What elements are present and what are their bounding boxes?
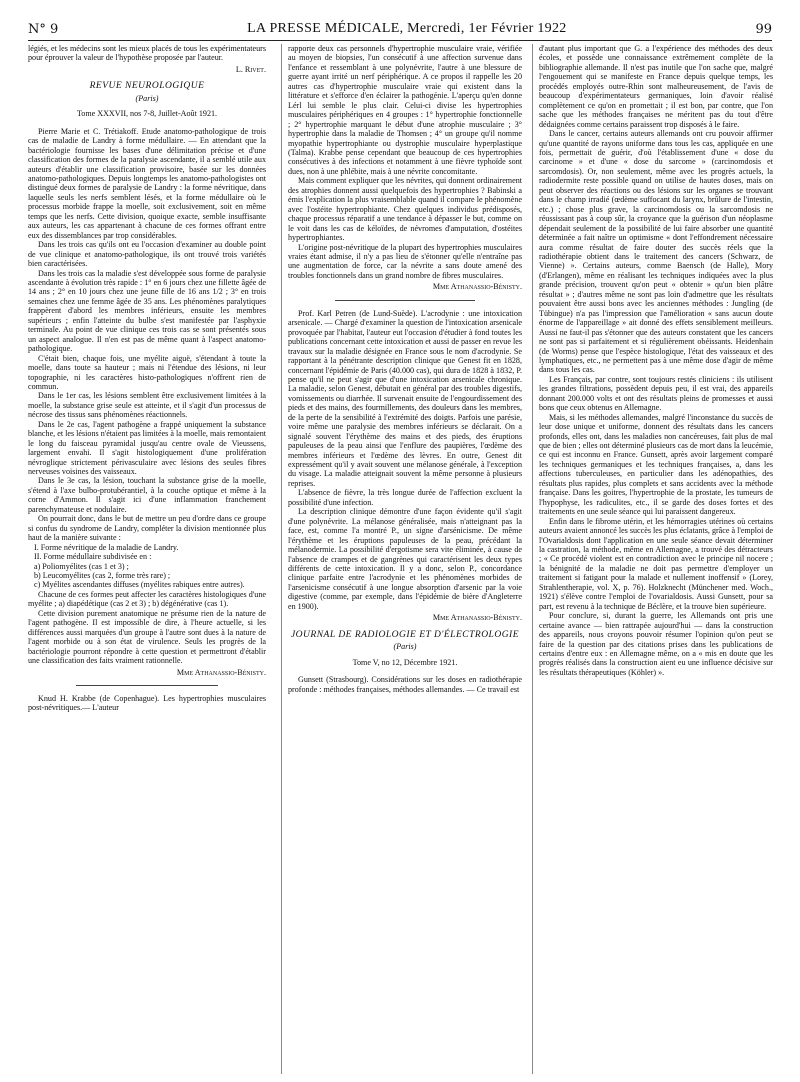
paragraph: légiés, et les médecins sont les mieux placés de tous les expérimentateurs pour éprouver la valeur de l'hypothèse proposée par l'auteur. [28,44,266,63]
classification-list [28,543,266,590]
list-item: b) Leucomyélites (cas 2, forme très rare) ; [34,571,171,581]
paragraph: rapporte deux cas personnels d'hypertrophie musculaire vraie, vérifiée au moyen de biopsies, l'un consécutif à une affection survenue dans l'enfance et ressemblant à une polynévrite, l'autre à une blessure de guerre ayant irrité un nerf périphérique. A ce propos il rappelle les 20 autres cas d'hypertrophie musculaire vraie qui existent dans la littérature et s'efforce d'en éclairer la pathogénie. L'aperçu qu'en donne Lérl lui semble le plus clair. Celui-ci divise les hypertrophies musculaires périphériques en 4 groupes : 1° hypertrophie fonctionnelle ; 2° hypertrophie marquant le début d'une atrophie musculaire ; 3° hypertrophie dans la maladie de Thomsen ; 4° un groupe qu'il nomme myopathie hypertrophiante ou dystrophie musculaire hyperplastique (Talma). Krabbe pense cependant que beaucoup de ces hypertrophies consécutives à des infections et notamment à une fièvre typhoïde sont dues, non à une phlébite, mais à une névrite concomitante. [288,44,522,176]
column-3 [532,44,773,1074]
paragraph: Dans le 1er cas, les lésions semblent être exclusivement limitées à la moelle, la substance grise seule est atteinte, et il s'agit d'un processus de nécrose des tissus sans phénomènes réactionnels. [28,391,266,420]
signature: Mme Athanassio-Bénisty. [432,282,522,292]
paragraph: Enfin dans le fibrome utérin, et les hémorragies utérines où certains auteurs avaient annoncé les succès les plus éclatants, grâce à l'emploi de l'Ovarialdosis dont l'application en une seule séance devait déterminer la castration, la méthode, même en Allemagne, a trouvé des détracteurs ; « Ce procédé violent est en contradiction avec le principe nil nocere ; la bénignité de la maladie ne doit pas permettre d'employer un traitement si fatigant pour la malade et nullement inoffensif » (Lorey, Strahlentherapie, vol. X, p. 76). Holzknecht (Münchener med. Woch., 1921) s'élève contre l'emploi de l'ovarialdosis. Aussi Gunsett, pour sa part, est revenu à la technique de Béclère, et la trouve bien supérieure. [539,516,773,611]
signature: L. Rivet. [235,64,266,74]
section-title: REVUE NEUROLOGIQUE [89,81,205,92]
paragraph: Pierre Marie et C. Trétiakoff. Etude anatomo-pathologique de trois cas de maladie de Landry à forme médullaire. — En attendant que la bactériologie fournisse les bases d'une délimitation précise et d'une classification des formes de la paralysie ascendante, il a semblé utile aux auteurs d'établir une classification provisoire, basée sur les données anatomo-pathologiques. Depuis longtemps les anatomo-pathologistes ont distingué deux formes de paralysie de Landry : la forme névritique, dans laquelle seuls les nerfs semblent lésés, et la forme médullaire où le processus morbide frappe la moelle, soit exclusivement, soit en même temps que les nerfs. Cette division, quoique exacte, semble insuffisante aux auteurs, les cas appartenant à chacune de ces formes offrant entre eux des dissemblances par trop considérables. [28,126,266,240]
volume-line: Tome XXXVII, nos 7-8, Juillet-Août 1921. [76,109,218,119]
paragraph: Dans le 2e cas, l'agent pathogène a frappé uniquement la substance blanche, et les lésions n'étaient pas limitées à la moelle, mais remontaient le long du faisceau pyramidal jusqu'au centre ovale de Vieussens, largement envahi. Il s'agit histologiquement d'une prolifération névroglique strictement périvasculaire avec lésions des seules fibres nerveuses voisines des vaisseaux. [28,419,266,477]
list-item: I. Forme névritique de la maladie de Landry. [34,542,179,552]
paragraph: Gunsett (Strasbourg). Considérations sur les doses en radiothérapie profonde : méthodes françaises, méthodes allemandes. — Ce travail est [288,675,522,694]
paragraph: Chacune de ces formes peut affecter les caractères histologiques d'une myélite ; a) diapédétique (cas 2 et 3) ; b) dégénérative (cas 1). [28,589,266,609]
paragraph: On pourrait donc, dans le but de mettre un peu d'ordre dans ce groupe si confus du syndrome de Landry, compléter la division mentionnée plus haut de la manière suivante : [28,514,266,543]
signature: Mme Athanassio-Bénisty. [432,613,522,623]
page-header [28,18,772,41]
section-title: JOURNAL DE RADIOLOGIE ET D'ÉLECTROLOGIE [290,629,520,640]
volume-line: Tome V, no 12, Décembre 1921. [352,657,458,667]
paragraph: L'origine post-névritique de la plupart des hypertrophies musculaires vraies étant admise, il n'y a pas lieu de s'étonner qu'elle n'entraîne pas une augmentation de force, car la névrite a sans doute amené des troubles fonctionnels dans un grand nombre de fibres musculaires. [288,242,522,280]
column-2 [281,44,522,1074]
section-subtitle: (Paris) [393,642,417,652]
paragraph: Dans les trois cas la maladie s'est développée sous forme de paralysie ascendante à évolution très rapide : 1° en 6 jours chez une fillette âgée de 14 ans ; 2° en 10 jours chez une jeune fille de 16 ans 1/2 ; 3° en trois semaines chez une femme âgée de 35 ans. Les phénomènes paralytiques frappèrent d'abord les membres inférieurs, ensuite les membres supérieurs ; enfin l'atteinte du bulbe s'est manifestée par l'asphyxie terminale. Au point de vue clinique ces trois cas se sont présentés sous un aspect analogue. Il n'en est pas de même quant à l'aspect anatomo-pathologique. [28,268,266,354]
paragraph: C'était bien, chaque fois, une myélite aiguë, s'étendant à toute la moelle, dans toute sa hauteur ; mais ni l'étendue des lésions, ni leur topographie, ni les caractères histo-pathologiques n'offrent rien de commun. [28,353,266,391]
issue-number: N° 9 [28,21,59,37]
column-1 [28,44,266,1074]
paragraph: Cette division purement anatomique ne présume rien de la nature de l'agent pathogène. Il est impossible de dire, à l'heure actuelle, si les différences aussi marquées d'un groupe à l'autre sont dues à la nature de l'agent morbide ou à son état de virulence. Seuls les progrès de la bactériologie pourront répondre à cette question et permettront d'établir une classification des faits vraiment rationnelle. [28,608,266,666]
journal-title: LA PRESSE MÉDICALE, Mercredi, 1er Février 1922 [247,21,567,36]
paragraph: Prof. Karl Petren (de Lund-Suède). L'acrodynie : une intoxication arsenicale. — Chargé d'examiner la question de l'intoxication arsenicale provoquée par l'habitat, l'auteur eut l'occasion d'étudier à fond toutes les publications concernant cette intoxication et aussi de passer en revue les travaux sur la maladie désignée en France sous le nom d'acrodynie. Se rapportant à la pénétrante description clinique que Genest fit en 1828, concernant l'épidémie de Paris (40.000 cas), qui dura de 1828 à 1832, P. pense qu'il ne peut s'agir que d'une intoxication arsenicale chronique. La maladie, selon Genest, débutait en général par des troubles digestifs, vomissements ou diarrhée. Il survenait ensuite de l'engourdissement des pieds et des mains, des fourmillements, des douleurs dans les membres, de la perte de la sensibilité à l'extrémité des doigts. Parfois une parésie, voire même une paralysie des membres inférieurs se déclarait. On a signalé souvent l'érythème des mains et des pieds, des éruptions papuleuses de la peau ainsi que l'enflure des paupières, l'œdème des membres inférieurs et l'œdème des lèvres. En outre, Genest dit expressément qu'il y avait souvent une mélanose générale, à l'exception du visage. La maladie atteignait souvent la même personne à plusieurs reprises. [288,308,522,488]
paragraph: Pour conclure, si, durant la guerre, les Allemands ont pris une certaine avance — bien rattrapée aujourd'hui — dans la construction des appareils, nous croyons pouvoir résumer l'opinion qu'on peut se faire de la question par des citations prises dans les publications de certains d'entre eux : en Allemagne même, on a « mis en doute que les progrès réalisés dans la construction aient eu une influence décisive sur les résultats thérapeutiques (Köhler) ». [539,611,773,677]
paragraph: Dans le 3e cas, la lésion, touchant la substance grise de la moelle, s'étend à l'axe bulbo-protubérantiel, à la couche optique et même à la corne d'Ammon. Il s'agit ici d'une inflammation franchement parenchymateuse et nodulaire. [28,476,266,514]
paragraph: L'absence de fièvre, la très longue durée de l'affection excluent la possibilité d'une infection. [288,488,522,507]
list-item: II. Forme médullaire subdivisée en : [34,552,152,562]
paragraph: Dans le cancer, certains auteurs allemands ont cru pouvoir affirmer qu'une quantité de rayons uniforme dans tous les cas, appliquée en une fois, permettait de guérir, d'où l'établissement d'une « dose du carcinome » et d'une « dose du sarcome » (carcinomdosis et sarcomdosis). Or, non seulement, même avec les progrès actuels, la radiodermite reste possible quand on utilise de hautes doses, mais on peut observer des réactions ou des lésions sur les organes se trouvant dans le champ irradié (œdème suffocant du larynx, brûlure de l'intestin, etc.) ; chose plus grave, la carcinomdosis ou la sarcomdosis ne réussissant pas à coup sûr, la croyance que la guérison d'un néoplasme dépendait seulement de la possibilité de lui faire absorber une quantité déterminée a fait naître un optimisme « dont l'effondrement nécessaire aura comme résultat de faire douter des succès réels que la radiothérapie obtient dans le traitement des cancers (Schwarz, de Vienne) ». Certains auteurs, comme Baensch (de Halle), Mory (d'Erlangen), même en réalisant les techniques indiquées avec la plus grande précision, trouvent qu'on peut « obtenir » qu'un bien plâtre résultat » ; d'autres même ne sont pas loin d'admettre que les résultats pouvaient être aussi bons avec les anciennes méthodes : Jungling (de Tübingue) n'a pas l'impression que l'amélioration « sans aucun doute énorme de l'appareillage » ait donné des effets sensiblement meilleurs. Aussi ne faut-il pas s'étonner que des auteurs constatent que les cancers ne sont pas si parfaitement et si régulièrement obéissants. Heidenhain (de Worms) pense que l'espèce histologique, l'état des vaisseaux et des lymphatiques, etc., ne permettent pas à une même dose d'agir de même dans tous les cas. [539,129,773,375]
divider [335,300,475,301]
section-subtitle: (Paris) [135,93,159,103]
list-item: c) Myélites ascendantes diffuses (myélites rabiques entre autres). [34,580,245,590]
paragraph: Knud H. Krabbe (de Copenhague). Les hypertrophies musculaires post-névritiques.— L'auteur [28,694,266,713]
divider [76,685,219,686]
paragraph: Mais, si les méthodes allemandes, malgré l'inconstance du succès de leur dose unique et uniforme, donnent des résultats dans les cancers profonds, elles ont, dans les maladies non cancéreuses, fait plus de mal que de bien ; elles ont déterminé plusieurs cas de mort dans la leucémie, ce qui est inconnu en France. Gunsett, après avoir largement comparé les techniques germaniques et les techniques françaises, a, dans les affections tuberculeuses, en particulier dans les adénopathies, des résultats plus rapides, plus complets et sans accidents avec la méthode française. Dans les goitres, l'hypertrophie de la prostate, les tumeurs de l'hypophyse, les radiculites, etc., il se garde des doses fortes et des traitements en une seule séance qui lui paraissent dangereux. [539,412,773,517]
paragraph: Les Français, par contre, sont toujours restés cliniciens : ils utilisent les grandes filtrations, possèdent depuis peu, il est vrai, des appareils donnant 200.000 volts et ont des résultats pleins de promesses et aussi bons que ceux obtenus en Allemagne. [539,374,773,413]
paragraph: Dans les trois cas qu'ils ont eu l'occasion d'examiner au double point de vue clinique et anatomo-pathologique, ils ont trouvé trois variétés bien caractérisées. [28,240,266,269]
signature: Mme Athanassio-Bénisty. [176,667,266,677]
paragraph: Mais comment expliquer que les névrites, qui donnent ordinairement des atrophies donnent aussi quelquefois des hypertrophies ? Babinski a émis l'explication la plus vraisemblable quand il compare le phénomène avec l'ostéite hypertrophiante. Chez quelques individus prédisposés, chaque processus réparatif a une tendance à dépasser le but, comme on le voit dans les cas de kéloïdes, de névromes d'amputation, d'ostéites hypertrophiantes. [288,176,522,243]
paragraph: La description clinique démontre d'une façon évidente qu'il s'agit d'une polynévrite. La mélanose généralisée, mais n'atteignant pas la face, est, comme l'a montré P., un signe d'arsénicisme. De même l'érythème et les éruptions papuleuses de la peau, précédant la mélanodermie. La possibilité d'ergotisme sera vite éliminée, à cause de l'absence de crampes et de gangrènes qui caractérisent les deux types différents de cette intoxication. Il y a donc, selon P., concordance clinique parfaite entre l'acrodynie et les phénomènes morbides de l'arsenicisme consécutif à une longue absorption d'arsenic par la voie digestive (comme, par exemple, dans l'épidémie de bière d'Angleterre en 1900). [288,507,522,611]
page-number: 99 [755,21,772,37]
list-item: a) Poliomyélites (cas 1 et 3) ; [34,561,129,571]
paragraph: d'autant plus important que G. a l'expérience des méthodes des deux écoles, et possède une connaissance extrêmement complète de la bibliographie allemande. Il n'est pas inutile que l'on sache que, malgré l'engouement qui se manifeste en France depuis quelque temps, les procédés employés outre-Rhin sont malheureusement, de l'avis de beaucoup d'expérimentateurs germaniques, loin d'avoir réalisé complètement ce qu'on en promettait ; il est bon, par contre, que l'on sache que les méthodes françaises ne méritent pas du tout d'être dédaignées comme certains paraissent trop disposés à le faire. [539,44,773,129]
